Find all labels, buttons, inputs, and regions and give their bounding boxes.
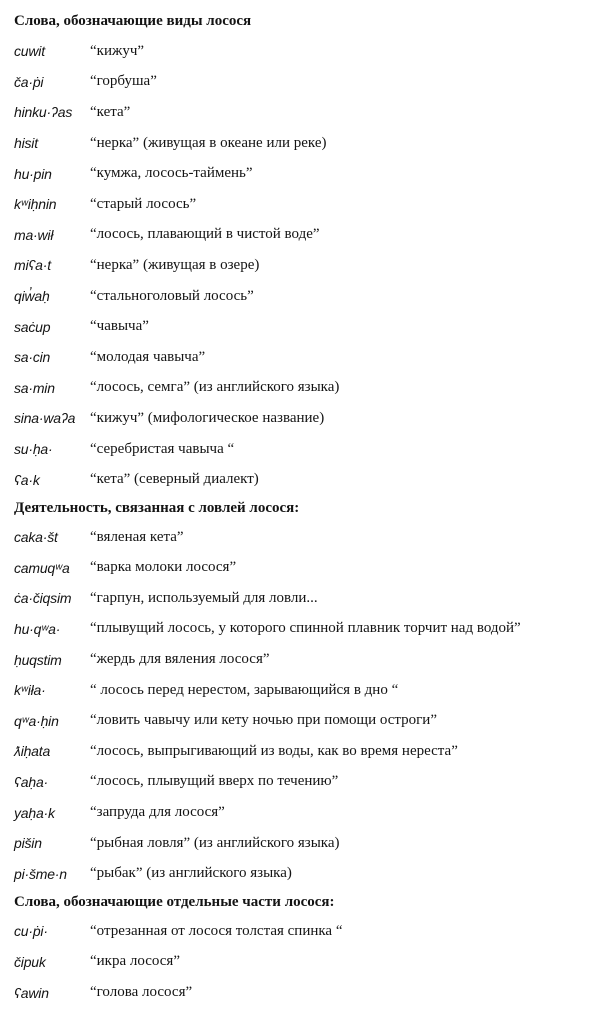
glossary-entry xyxy=(14,767,590,798)
translation: “старый лосось” xyxy=(90,195,197,212)
native-term: saċup xyxy=(14,318,51,335)
glossary-entry xyxy=(14,705,590,736)
native-term: kʷiła· xyxy=(14,682,46,699)
translation: “рыбная ловля” (из английского языка) xyxy=(90,834,340,851)
glossary-entry xyxy=(14,977,590,1008)
native-term: ʕawin xyxy=(14,984,49,1001)
glossary-entry xyxy=(14,36,590,67)
translation: “серебристая чавыча “ xyxy=(90,440,235,457)
glossary-entry xyxy=(14,403,590,434)
native-term: cu·ṗi· xyxy=(14,923,48,940)
native-term: ʕaḥa· xyxy=(14,773,49,790)
native-term: qiw̓aḥ xyxy=(14,288,50,305)
glossary-entry xyxy=(14,583,590,614)
glossary-entry xyxy=(14,916,590,947)
glossary-entry xyxy=(14,434,590,465)
native-term: sina·waʔa xyxy=(14,410,76,427)
native-term: hu·qʷa· xyxy=(14,620,61,637)
translation: “лосось, выпрыгивающий из воды, как во время нереста” xyxy=(90,742,458,759)
translation: “нерка” (живущая в океане или реке) xyxy=(90,134,327,151)
translation: “молодая чавыча” xyxy=(90,348,206,365)
native-term: ḥuqstim xyxy=(14,651,62,668)
native-term: ċa·čiqsim xyxy=(14,590,72,607)
glossary-entry xyxy=(14,67,590,98)
glossary-entry xyxy=(14,342,590,373)
translation: “лосось, плывущий вверх по течению” xyxy=(90,773,339,790)
native-term: su·ḥa· xyxy=(14,441,53,458)
native-term: hinku·ʔas xyxy=(14,104,73,121)
translation: “вяленая кета” xyxy=(90,528,184,545)
native-term: yaḥa·k xyxy=(14,804,55,821)
glossary-entry xyxy=(14,736,590,767)
translation: “лосось, плавающий в чистой воде” xyxy=(90,226,320,243)
translation: “кета” (северный диалект) xyxy=(90,471,259,488)
native-term: caka·št xyxy=(14,529,58,546)
glossary-entry xyxy=(14,97,590,128)
glossary-entry xyxy=(14,128,590,159)
translation: “голова лосося” xyxy=(90,984,193,1001)
translation: “рыбак” (из английского языка) xyxy=(90,865,292,882)
glossary-entry xyxy=(14,828,590,859)
glossary-entry xyxy=(14,614,590,645)
translation: “лосось, семга” (из английского языка) xyxy=(90,379,340,396)
native-term: sa·min xyxy=(14,379,55,396)
native-term: ča·ṗi xyxy=(14,73,44,90)
translation: “чавыча” xyxy=(90,318,149,335)
native-term: pišin xyxy=(14,835,42,852)
glossary-entry xyxy=(14,281,590,312)
translation: “стальноголовый лосось” xyxy=(90,287,254,304)
glossary-entry xyxy=(14,553,590,584)
glossary-entry xyxy=(14,373,590,404)
translation: “кижуч” xyxy=(90,42,145,59)
translation: “икра лосося” xyxy=(90,953,180,970)
section-heading: Слова, обозначающие виды лосося xyxy=(14,13,252,29)
translation: “отрезанная от лосося толстая спинка “ xyxy=(90,922,343,939)
section-heading: Слова, обозначающие отдельные части лосося: xyxy=(14,894,335,911)
glossary-entry xyxy=(14,311,590,342)
translation: “жердь для вяления лосося” xyxy=(90,651,270,668)
translation: “плывущий лосось, у которого спинной плавник торчит над водой” xyxy=(90,620,521,637)
translation: “кижуч” (мифологическое название) xyxy=(90,409,325,426)
translation: “нерка” (живущая в озере) xyxy=(90,256,260,273)
native-term: sa·cin xyxy=(14,349,51,366)
glossary-entry xyxy=(14,522,590,553)
section-salmon-species xyxy=(14,10,590,495)
native-term: hu·pin xyxy=(14,165,52,182)
glossary-entry xyxy=(14,189,590,220)
native-term: ʕa·k xyxy=(14,471,40,488)
glossary-entry xyxy=(14,464,590,495)
native-term: qʷa·ḥin xyxy=(14,712,59,729)
native-term: ƛiḥata xyxy=(14,743,51,760)
native-term: kʷiḥnin xyxy=(14,196,57,213)
translation: “ лосось перед нерестом, зарывающийся в дно “ xyxy=(90,681,399,698)
glossary-entry xyxy=(14,158,590,189)
translation: “горбуша” xyxy=(90,73,157,90)
section-salmon-fishing xyxy=(14,497,590,889)
glossary-entry xyxy=(14,675,590,706)
section-salmon-parts xyxy=(14,891,590,1008)
translation: “запруда для лосося” xyxy=(90,804,225,821)
glossary-entry xyxy=(14,797,590,828)
translation: “кумжа, лосось-таймень” xyxy=(90,165,253,182)
glossary-entry xyxy=(14,644,590,675)
native-term: hisit xyxy=(14,135,38,152)
translation: “гарпун, используемый для ловли... xyxy=(90,589,318,606)
glossary-entry xyxy=(14,220,590,251)
native-term: pi·šme·n xyxy=(14,865,67,882)
translation: “кета” xyxy=(90,103,131,120)
native-term: miʕa·t xyxy=(14,257,51,274)
translation: “ловить чавычу или кету ночью при помощи остроги” xyxy=(90,712,437,729)
native-term: ma·wił xyxy=(14,226,54,243)
translation: “варка молоки лосося” xyxy=(90,559,237,576)
native-term: čipuk xyxy=(14,953,46,970)
glossary-entry xyxy=(14,947,590,978)
native-term: cuwit xyxy=(14,43,45,60)
glossary-entry xyxy=(14,250,590,281)
native-term: camuqʷa xyxy=(14,559,70,576)
glossary-entry xyxy=(14,858,590,889)
section-heading: Деятельность, связанная с ловлей лосося: xyxy=(14,499,300,516)
